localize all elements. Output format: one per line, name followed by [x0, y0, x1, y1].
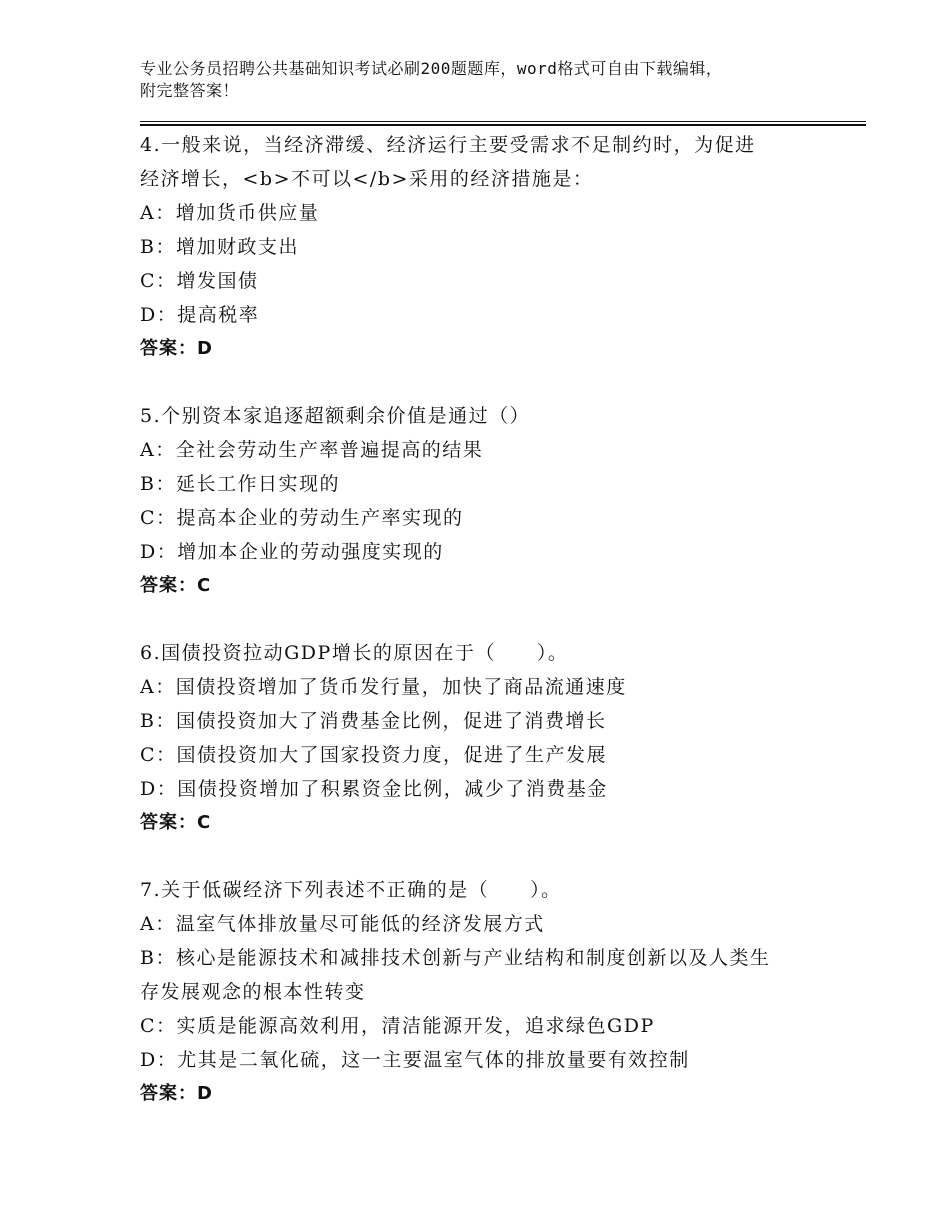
header-line-1: 专业公务员招聘公共基础知识考试必刷200题题库，word格式可自由下载编辑， [140, 59, 723, 78]
option-c: C：国债投资加大了国家投资力度，促进了生产发展 [140, 744, 608, 766]
option-b: B：核心是能源技术和减排技术创新与产业结构和制度创新以及人类生 [140, 947, 771, 969]
answer-label: 答案：C [140, 575, 212, 596]
question-7 [140, 873, 840, 1111]
question-6 [140, 636, 840, 840]
question-stem-line: 4.一般来说，当经济滞缓、经济运行主要受需求不足制约时，为促进 [140, 134, 756, 156]
question-stem-line: 7.关于低碳经济下列表述不正确的是（ ）。 [140, 879, 562, 901]
option-c: C：提高本企业的劳动生产率实现的 [140, 507, 464, 529]
option-c: C：实质是能源高效利用，清洁能源开发，追求绿色GDP [140, 1015, 655, 1037]
question-stem-line: 5.个别资本家追逐超额剩余价值是通过（） [140, 405, 531, 427]
question-5 [140, 399, 840, 603]
question-stem-line: 6.国债投资拉动GDP增长的原因在于（ ）。 [140, 642, 569, 664]
question-list [140, 128, 840, 1144]
question-stem-line: 经济增长，<b>不可以</b>采用的经济措施是： [140, 168, 594, 190]
answer-label: 答案：C [140, 812, 212, 833]
option-d: D：尤其是二氧化硫，这一主要温室气体的排放量要有效控制 [140, 1049, 690, 1071]
option-b: B：增加财政支出 [140, 236, 299, 258]
option-d: D：国债投资增加了积累资金比例，减少了消费基金 [140, 778, 608, 800]
answer-label: 答案：D [140, 1083, 213, 1104]
option-a: A：温室气体排放量尽可能低的经济发展方式 [140, 913, 545, 935]
option-d: D：提高税率 [140, 304, 260, 326]
page-header [140, 58, 840, 102]
header-line-2: 附完整答案！ [140, 81, 240, 100]
option-c: C：增发国债 [140, 270, 259, 292]
option-b: B：国债投资加大了消费基金比例，促进了消费增长 [140, 710, 607, 732]
header-divider-thick [140, 124, 866, 126]
option-a: A：国债投资增加了货币发行量，加快了商品流通速度 [140, 676, 627, 698]
option-a: A：增加货币供应量 [140, 202, 320, 224]
header-divider-thin [140, 121, 866, 122]
option-a: A：全社会劳动生产率普遍提高的结果 [140, 439, 484, 461]
question-4 [140, 128, 840, 366]
option-b: B：延长工作日实现的 [140, 473, 340, 495]
answer-label: 答案：D [140, 338, 213, 359]
option-d: D：增加本企业的劳动强度实现的 [140, 541, 444, 563]
option-b-continued: 存发展观念的根本性转变 [140, 981, 366, 1003]
